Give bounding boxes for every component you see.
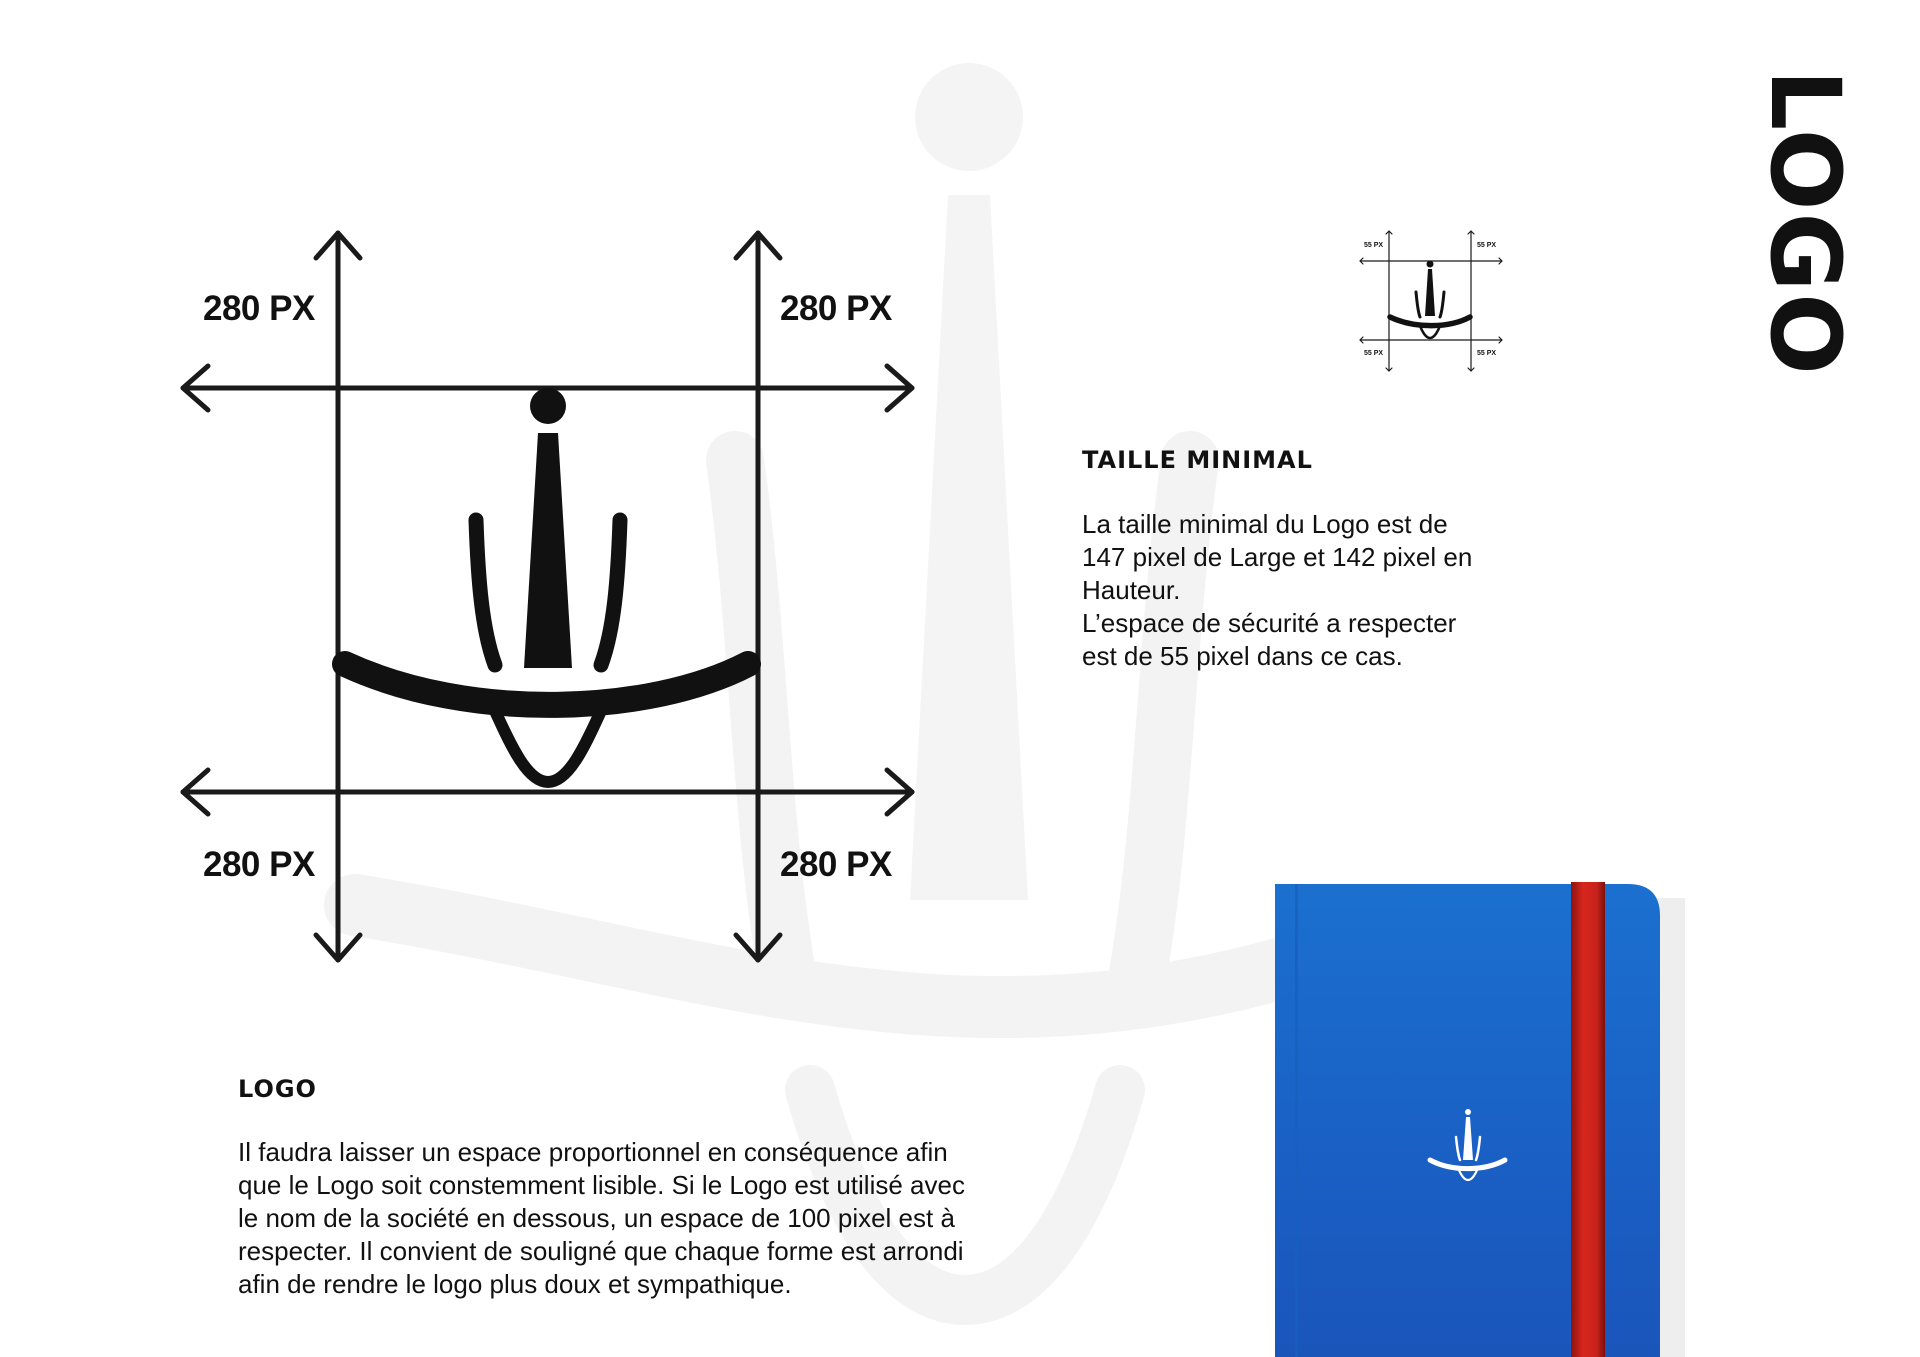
- taille-minimal-line: 147 pixel de Large et 142 pixel en: [1082, 542, 1473, 572]
- mini-logo-mark-icon: [1390, 261, 1470, 339]
- logo-section-line: que le Logo soit constemment lisible. Si le Logo est utilisé avec: [238, 1170, 965, 1200]
- page-title: LOGO: [1748, 69, 1861, 377]
- taille-minimal-body: [1082, 508, 1472, 673]
- notebook-mockup: [1265, 880, 1705, 1357]
- logo-section-line: Il faudra laisser un espace proportionnel en conséquence afin: [238, 1137, 948, 1167]
- dimension-label-bottom-left: 280 PX: [203, 845, 315, 884]
- mini-dimension-label-top-right: 55 PX: [1477, 242, 1497, 249]
- taille-minimal-line: L’espace de sécurité a respecter: [1082, 608, 1457, 638]
- mini-dimension-label-top-left: 55 PX: [1364, 242, 1384, 249]
- dimension-label-bottom-right: 280 PX: [780, 845, 892, 884]
- mini-dimension-label-bottom-left: 55 PX: [1364, 350, 1384, 357]
- logo-section-line: afin de rendre le logo plus doux et sympathique.: [238, 1269, 792, 1299]
- taille-minimal-line: Hauteur.: [1082, 575, 1181, 605]
- logo-section-line: respecter. Il convient de souligné que chaque forme est arrondi: [238, 1236, 964, 1266]
- mini-dimension-label-bottom-right: 55 PX: [1477, 350, 1497, 357]
- dimension-label-top-right: 280 PX: [780, 289, 892, 328]
- taille-minimal-heading: TAILLE MINIMAL: [1082, 446, 1313, 474]
- logo-section-body: [238, 1136, 965, 1301]
- taille-minimal-line: est de 55 pixel dans ce cas.: [1082, 641, 1403, 671]
- taille-minimal-line: La taille minimal du Logo est de: [1082, 509, 1448, 539]
- page-title-vertical: [1748, 68, 1861, 378]
- logo-section-line: le nom de la société en dessous, un espace de 100 pixel est à: [238, 1203, 955, 1233]
- logo-mark-icon: [345, 388, 748, 782]
- dimension-label-top-left: 280 PX: [203, 289, 315, 328]
- logo-section-heading: LOGO: [238, 1075, 317, 1103]
- elastic-band: [1571, 882, 1605, 1357]
